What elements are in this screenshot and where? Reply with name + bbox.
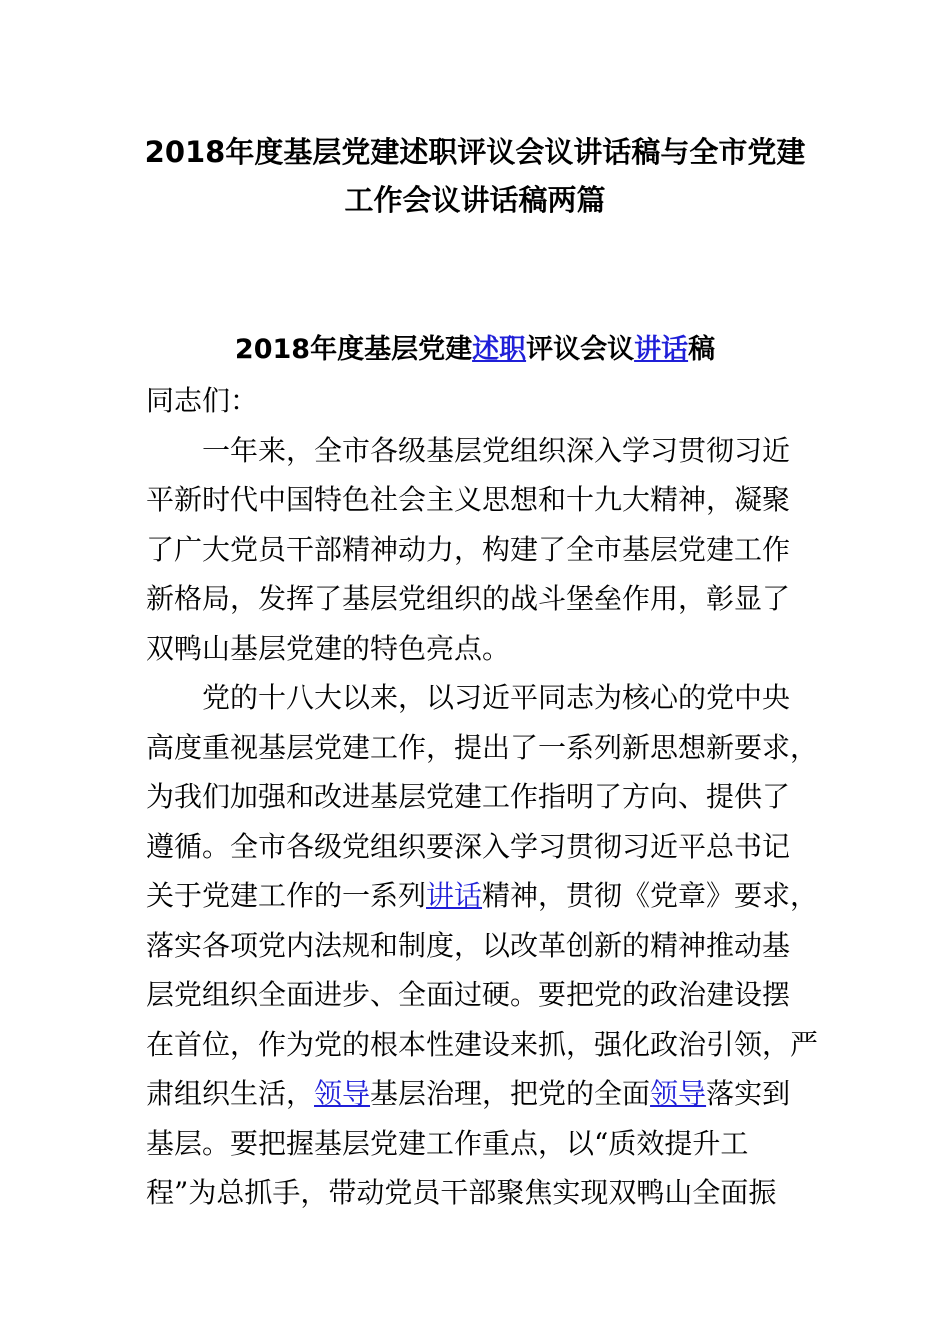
paragraph-1-line: 一年来，全市各级基层党组织深入学习贯彻习近 — [202, 433, 791, 467]
paragraph-2-line: 高度重视基层党建工作，提出了一系列新思想新要求， — [146, 730, 819, 764]
link-lingdao-2[interactable]: 领导 — [650, 1077, 707, 1110]
paragraph-2-line: 遵循。全市各级党组织要深入学习贯彻习近平总书记 — [146, 829, 791, 863]
link-jianghua-inline[interactable]: 讲话 — [426, 879, 483, 912]
text-run: 肃组织生活， — [146, 1077, 315, 1110]
section-title — [0, 330, 950, 370]
paragraph-2-line: 程”为总抓手，带动党员干部聚焦实现双鸭山全面振 — [146, 1176, 777, 1209]
paragraph-2-line: 为我们加强和改进基层党建工作指明了方向、提供了 — [146, 780, 791, 813]
link-jianghua[interactable]: 讲话 — [634, 334, 689, 365]
salutation: 同志们： — [146, 384, 259, 417]
section-title-text: 评议会议 — [526, 334, 635, 365]
paragraph-2-line: 基层。要把握基层党建工作重点，以“质效提升工 — [146, 1126, 749, 1160]
paragraph-2-line — [146, 871, 826, 921]
title-line-1: 2018年度基层党建述职评议会议讲话稿与全市党建 — [144, 135, 806, 169]
paragraph-2-line: 在首位，作为党的根本性建设来抓，强化政治引领，严 — [146, 1027, 819, 1061]
paragraph-1-line: 平新时代中国特色社会主义思想和十九大精神，凝聚 — [146, 483, 791, 516]
paragraph-1-line: 了广大党员干部精神动力，构建了全市基层党建工作 — [146, 532, 791, 566]
paragraph-2-line: 层党组织全面进步、全面过硬。要把党的政治建设摆 — [146, 978, 791, 1011]
text-run: 精神，贯彻《党章》要求， — [482, 879, 819, 912]
text-run: 关于党建工作的一系列 — [146, 879, 427, 912]
text-run: 基层治理，把党的全面 — [370, 1077, 651, 1110]
paragraph-2-line: 党的十八大以来，以习近平同志为核心的党中央 — [202, 681, 791, 714]
section-title-text: 稿 — [688, 334, 716, 365]
paragraph-1-line: 双鸭山基层党建的特色亮点。 — [146, 631, 511, 665]
paragraph-1-line: 新格局，发挥了基层党组织的战斗堡垒作用，彰显了 — [146, 582, 791, 615]
link-shuzhi[interactable]: 述职 — [472, 334, 527, 365]
title-line-2: 工作会议讲话稿两篇 — [344, 183, 606, 217]
body-text — [146, 376, 826, 1218]
paragraph-2-line — [146, 1069, 826, 1119]
section-title-text: 2018年度基层党建 — [234, 334, 473, 365]
document-title — [0, 128, 950, 224]
paragraph-2-line: 落实各项党内法规和制度，以改革创新的精神推动基 — [146, 928, 791, 962]
text-run: 落实到 — [706, 1077, 791, 1110]
link-lingdao-1[interactable]: 领导 — [314, 1077, 371, 1110]
